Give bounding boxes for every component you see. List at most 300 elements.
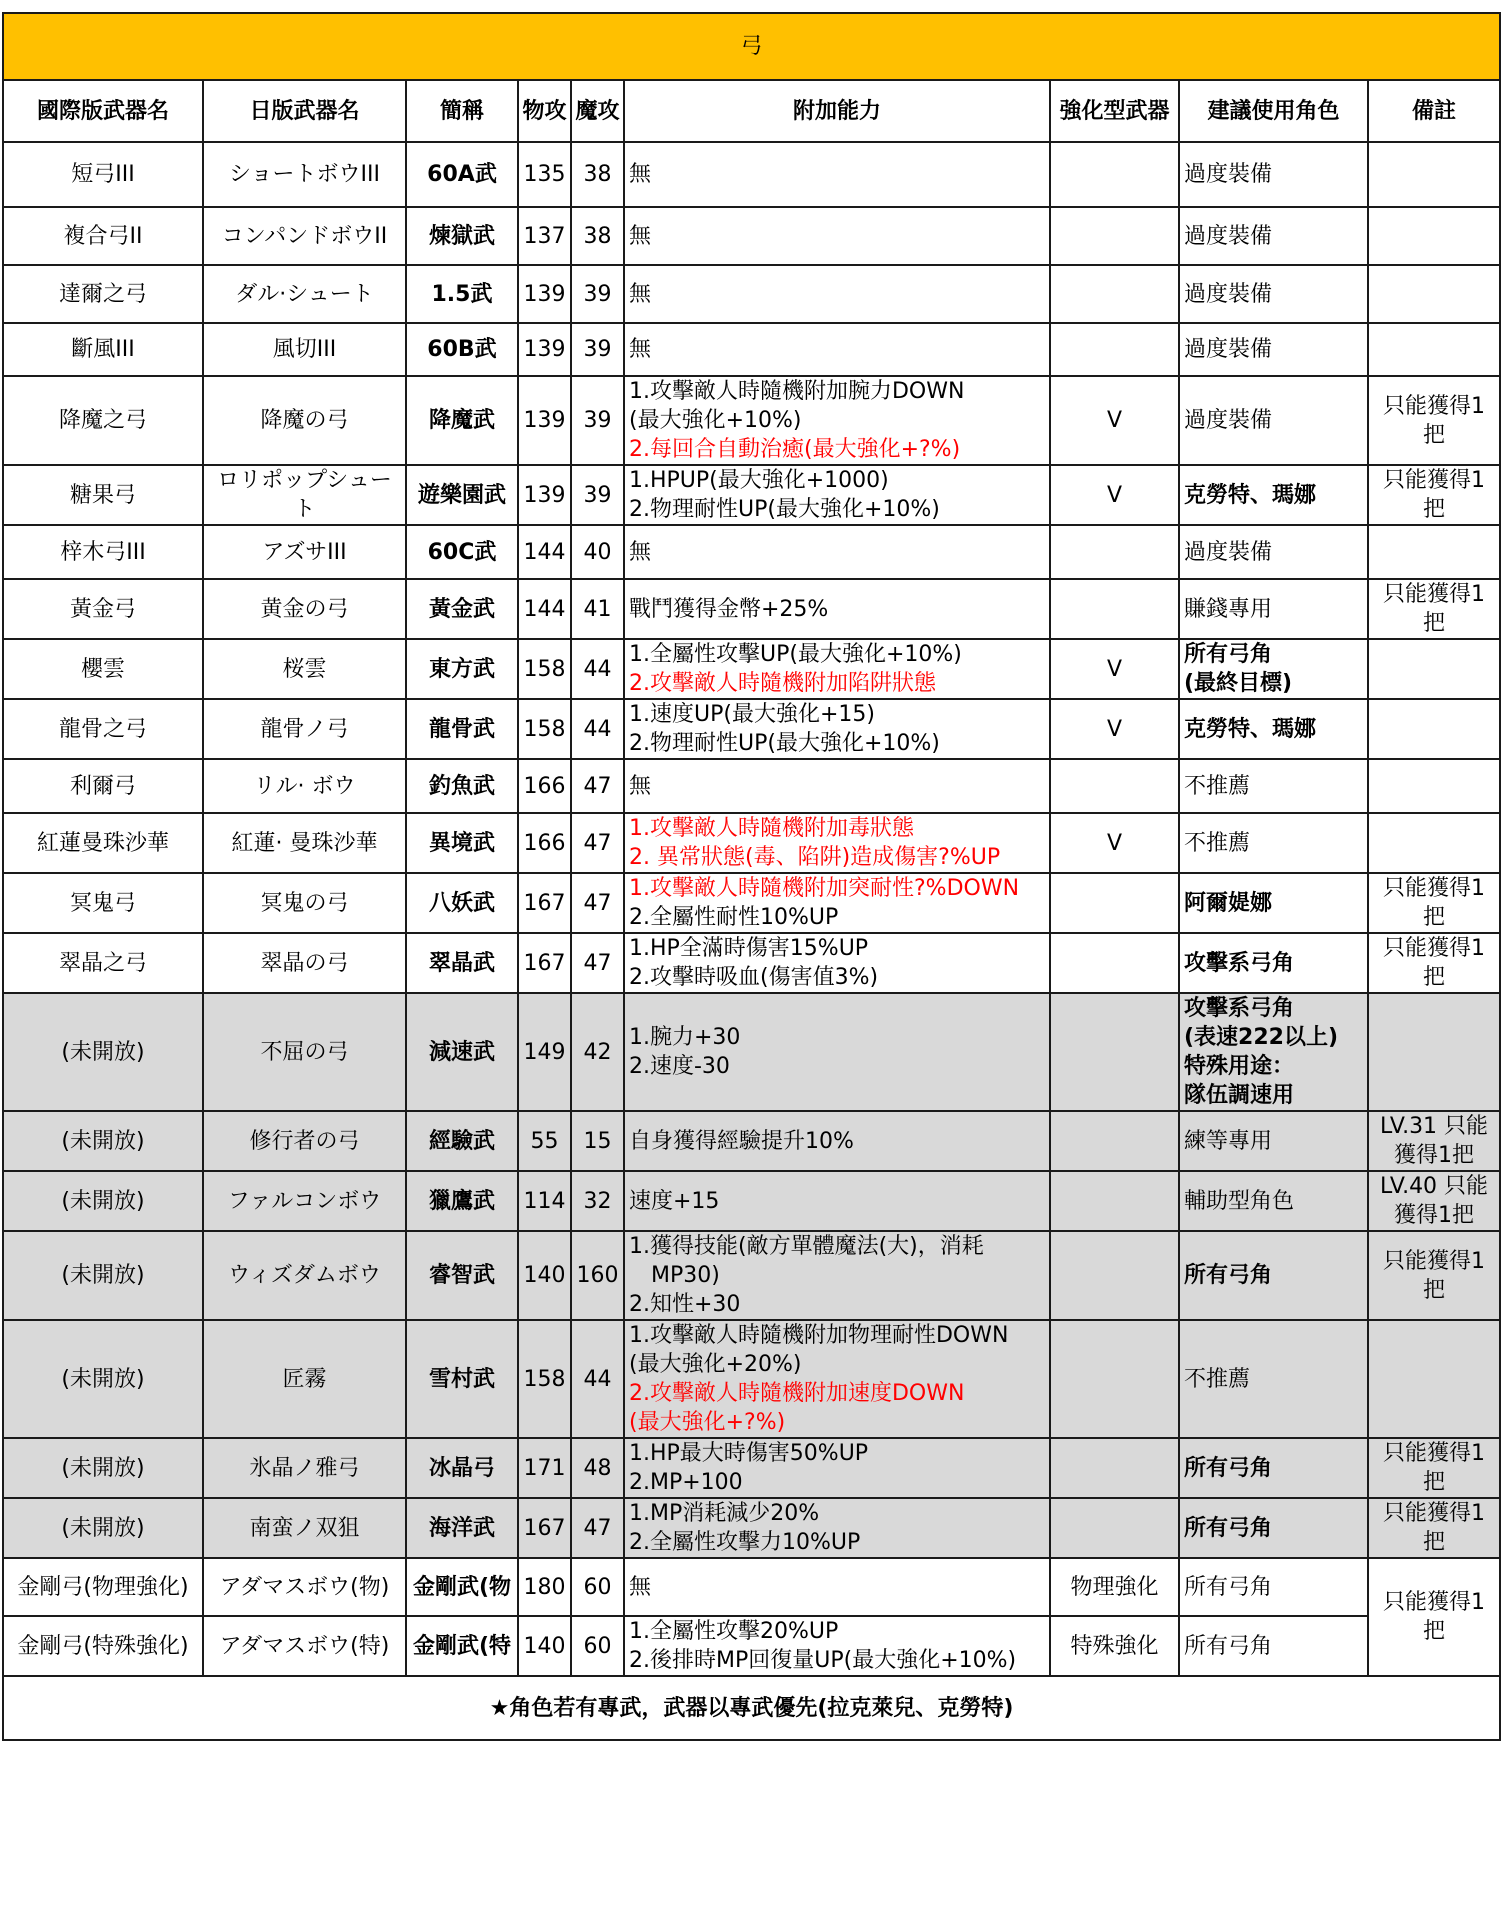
jp-name-cell: 翠晶の弓 — [203, 933, 406, 993]
note-cell: 只能獲得1把 — [1368, 465, 1500, 525]
ability-cell — [624, 579, 1050, 639]
ability-line: 自身獲得經驗提升10% — [629, 1128, 854, 1154]
role-cell — [1179, 376, 1368, 465]
short-name-cell: 60B武 — [406, 323, 518, 376]
ability-cell — [624, 376, 1050, 465]
role-cell — [1179, 525, 1368, 579]
table-row — [3, 207, 1500, 265]
intl-name-cell: (未開放) — [3, 1111, 203, 1171]
matk-cell: 48 — [571, 1438, 624, 1498]
intl-name-cell: 達爾之弓 — [3, 265, 203, 323]
note-cell — [1368, 207, 1500, 265]
ability-line: 2.全屬性耐性10%UP — [629, 905, 839, 930]
col-header-note: 備註 — [1368, 80, 1500, 142]
role-line: 過度裝備 — [1184, 337, 1273, 362]
enhance-cell — [1050, 579, 1179, 639]
ability-cell — [624, 639, 1050, 699]
table-body — [3, 142, 1500, 1676]
ability-cell — [624, 207, 1050, 265]
patk-cell: 144 — [518, 525, 571, 579]
role-line: 過度裝備 — [1184, 162, 1273, 187]
note-cell: LV.40 只能獲得1把 — [1368, 1171, 1500, 1231]
role-line: 練等專用 — [1184, 1128, 1273, 1154]
matk-cell: 32 — [571, 1171, 624, 1231]
ability-line: 速度+15 — [629, 1188, 720, 1214]
matk-cell: 39 — [571, 265, 624, 323]
table-row — [3, 323, 1500, 376]
ability-line: 2.物理耐性UP(最大強化+10%) — [629, 497, 940, 522]
col-header-role: 建議使用角色 — [1179, 80, 1368, 142]
patk-cell: 158 — [518, 1320, 571, 1438]
patk-cell: 137 — [518, 207, 571, 265]
note-cell — [1368, 993, 1500, 1111]
jp-name-cell: 氷晶ノ雅弓 — [203, 1438, 406, 1498]
note-cell: 只能獲得1把 — [1368, 1558, 1500, 1676]
role-line: 所有弓角 — [1184, 1574, 1273, 1600]
ability-line: 2.攻擊敵人時隨機附加速度DOWN — [629, 1381, 965, 1406]
ability-cell — [624, 1438, 1050, 1498]
jp-name-cell: 不屈の弓 — [203, 993, 406, 1111]
intl-name-cell: 短弓III — [3, 142, 203, 207]
note-cell — [1368, 323, 1500, 376]
ability-line: 1.腕力+30 — [629, 1025, 741, 1050]
ability-cell — [624, 1320, 1050, 1438]
table-row — [3, 1320, 1500, 1438]
ability-cell — [624, 1498, 1050, 1558]
matk-cell: 44 — [571, 699, 624, 759]
role-line: (最終目標) — [1184, 671, 1293, 696]
matk-cell: 47 — [571, 933, 624, 993]
role-cell — [1179, 1231, 1368, 1320]
enhance-cell: 特殊強化 — [1050, 1616, 1179, 1676]
jp-name-cell: ショートボウIII — [203, 142, 406, 207]
ability-line: 無 — [629, 773, 652, 799]
header-row — [3, 80, 1500, 142]
ability-line: 無 — [629, 1574, 652, 1600]
role-line: 隊伍調速用 — [1184, 1083, 1295, 1108]
jp-name-cell: 桜雲 — [203, 639, 406, 699]
ability-cell — [624, 813, 1050, 873]
note-cell — [1368, 639, 1500, 699]
role-cell — [1179, 1320, 1368, 1438]
jp-name-cell: ファルコンボウ — [203, 1171, 406, 1231]
intl-name-cell: (未開放) — [3, 1320, 203, 1438]
note-cell — [1368, 699, 1500, 759]
jp-name-cell: ダル·シュート — [203, 265, 406, 323]
note-cell: LV.31 只能獲得1把 — [1368, 1111, 1500, 1171]
intl-name-cell: 梓木弓III — [3, 525, 203, 579]
matk-cell: 44 — [571, 1320, 624, 1438]
table-row — [3, 1558, 1500, 1616]
short-name-cell: 釣魚武 — [406, 759, 518, 813]
ability-line: 2.全屬性攻擊力10%UP — [629, 1530, 861, 1555]
note-cell: 只能獲得1把 — [1368, 873, 1500, 933]
ability-line: 1.HPUP(最大強化+1000) — [629, 468, 889, 493]
enhance-cell: V — [1050, 376, 1179, 465]
enhance-cell — [1050, 873, 1179, 933]
ability-line: 無 — [629, 162, 652, 187]
ability-cell — [624, 1616, 1050, 1676]
table-row — [3, 265, 1500, 323]
short-name-cell: 睿智武 — [406, 1231, 518, 1320]
short-name-cell: 煉獄武 — [406, 207, 518, 265]
intl-name-cell: (未開放) — [3, 1438, 203, 1498]
jp-name-cell: 匠霧 — [203, 1320, 406, 1438]
role-cell — [1179, 323, 1368, 376]
ability-line: (最大強化+20%) — [629, 1352, 802, 1377]
ability-line: 1.攻擊敵人時隨機附加物理耐性DOWN — [629, 1323, 1009, 1348]
ability-line: 無 — [629, 539, 652, 565]
table-row — [3, 1231, 1500, 1320]
enhance-cell — [1050, 1320, 1179, 1438]
intl-name-cell: 翠晶之弓 — [3, 933, 203, 993]
role-cell — [1179, 465, 1368, 525]
col-header-matk: 魔攻 — [571, 80, 624, 142]
intl-name-cell: 降魔之弓 — [3, 376, 203, 465]
intl-name-cell: (未開放) — [3, 1498, 203, 1558]
table-row — [3, 873, 1500, 933]
matk-cell: 39 — [571, 376, 624, 465]
role-line: 所有弓角 — [1184, 1263, 1273, 1288]
jp-name-cell: 黄金の弓 — [203, 579, 406, 639]
short-name-cell: 60A武 — [406, 142, 518, 207]
patk-cell: 139 — [518, 265, 571, 323]
intl-name-cell: (未開放) — [3, 1231, 203, 1320]
ability-cell — [624, 933, 1050, 993]
role-line: 不推薦 — [1184, 1366, 1251, 1392]
col-header-intl-name: 國際版武器名 — [3, 80, 203, 142]
patk-cell: 135 — [518, 142, 571, 207]
intl-name-cell: 金剛弓(特殊強化) — [3, 1616, 203, 1676]
ability-line: 2.攻擊時吸血(傷害值3%) — [629, 965, 879, 990]
short-name-cell: 減速武 — [406, 993, 518, 1111]
short-name-cell: 龍骨武 — [406, 699, 518, 759]
role-line: 攻擊系弓角 — [1184, 950, 1295, 976]
short-name-cell: 冰晶弓 — [406, 1438, 518, 1498]
role-cell — [1179, 1558, 1368, 1616]
short-name-cell: 黃金武 — [406, 579, 518, 639]
ability-line: MP30) — [651, 1263, 720, 1288]
ability-line: 1.攻擊敵人時隨機附加毒狀態 — [629, 816, 914, 841]
patk-cell: 166 — [518, 759, 571, 813]
role-cell — [1179, 1616, 1368, 1676]
role-line: 所有弓角 — [1184, 1455, 1273, 1481]
patk-cell: 149 — [518, 993, 571, 1111]
role-cell — [1179, 699, 1368, 759]
role-cell — [1179, 579, 1368, 639]
role-cell — [1179, 207, 1368, 265]
enhance-cell — [1050, 525, 1179, 579]
matk-cell: 41 — [571, 579, 624, 639]
role-line: 克勞特、瑪娜 — [1184, 716, 1317, 742]
table-row — [3, 699, 1500, 759]
note-cell: 只能獲得1把 — [1368, 1231, 1500, 1320]
enhance-cell: V — [1050, 465, 1179, 525]
intl-name-cell: (未開放) — [3, 993, 203, 1111]
role-cell — [1179, 813, 1368, 873]
note-cell: 只能獲得1把 — [1368, 933, 1500, 993]
patk-cell: 114 — [518, 1171, 571, 1231]
matk-cell: 60 — [571, 1616, 624, 1676]
footer-row — [3, 1676, 1500, 1740]
intl-name-cell: 複合弓II — [3, 207, 203, 265]
ability-cell — [624, 1111, 1050, 1171]
short-name-cell: 八妖武 — [406, 873, 518, 933]
table-row — [3, 639, 1500, 699]
ability-cell — [624, 142, 1050, 207]
jp-name-cell: 龍骨ノ弓 — [203, 699, 406, 759]
short-name-cell: 異境武 — [406, 813, 518, 873]
intl-name-cell: 冥鬼弓 — [3, 873, 203, 933]
enhance-cell — [1050, 1111, 1179, 1171]
role-cell — [1179, 873, 1368, 933]
patk-cell: 166 — [518, 813, 571, 873]
matk-cell: 15 — [571, 1111, 624, 1171]
short-name-cell: 遊樂園武 — [406, 465, 518, 525]
jp-name-cell: ウィズダムボウ — [203, 1231, 406, 1320]
jp-name-cell: 降魔の弓 — [203, 376, 406, 465]
intl-name-cell: 金剛弓(物理強化) — [3, 1558, 203, 1616]
patk-cell: 167 — [518, 933, 571, 993]
role-line: 過度裝備 — [1184, 223, 1273, 249]
enhance-cell: V — [1050, 699, 1179, 759]
col-header-patk: 物攻 — [518, 80, 571, 142]
title-row — [3, 13, 1500, 80]
ability-cell — [624, 323, 1050, 376]
role-line: 過度裝備 — [1184, 281, 1273, 307]
role-line: 輔助型角色 — [1184, 1188, 1295, 1214]
enhance-cell — [1050, 1438, 1179, 1498]
role-line: 所有弓角 — [1184, 1515, 1273, 1541]
ability-line: (最大強化+10%) — [629, 408, 802, 433]
jp-name-cell: 紅蓮· 曼珠沙華 — [203, 813, 406, 873]
enhance-cell: 物理強化 — [1050, 1558, 1179, 1616]
patk-cell: 158 — [518, 699, 571, 759]
role-line: 過度裝備 — [1184, 539, 1273, 565]
table-row — [3, 933, 1500, 993]
note-cell — [1368, 1320, 1500, 1438]
table-row — [3, 1438, 1500, 1498]
enhance-cell — [1050, 933, 1179, 993]
ability-line: 1.攻擊敵人時隨機附加腕力DOWN — [629, 379, 965, 404]
jp-name-cell: アズサIII — [203, 525, 406, 579]
intl-name-cell: 櫻雲 — [3, 639, 203, 699]
ability-cell — [624, 265, 1050, 323]
table-row — [3, 1616, 1500, 1676]
ability-cell — [624, 699, 1050, 759]
patk-cell: 158 — [518, 639, 571, 699]
note-cell — [1368, 265, 1500, 323]
ability-line: 1.攻擊敵人時隨機附加突耐性?%DOWN — [629, 876, 1020, 901]
role-cell — [1179, 1171, 1368, 1231]
role-line: 不推薦 — [1184, 830, 1251, 856]
role-line: 所有弓角 — [1184, 1633, 1273, 1659]
note-cell — [1368, 525, 1500, 579]
jp-name-cell: 冥鬼の弓 — [203, 873, 406, 933]
intl-name-cell: 斷風III — [3, 323, 203, 376]
intl-name-cell: (未開放) — [3, 1171, 203, 1231]
enhance-cell — [1050, 1498, 1179, 1558]
ability-line: 1.MP消耗減少20% — [629, 1501, 820, 1526]
matk-cell: 60 — [571, 1558, 624, 1616]
ability-line: 2.MP+100 — [629, 1470, 743, 1495]
note-cell: 只能獲得1把 — [1368, 579, 1500, 639]
matk-cell: 38 — [571, 142, 624, 207]
matk-cell: 39 — [571, 465, 624, 525]
short-name-cell: 經驗武 — [406, 1111, 518, 1171]
sheet-title: 弓 — [3, 13, 1500, 80]
short-name-cell: 金剛武(特 — [406, 1616, 518, 1676]
patk-cell: 139 — [518, 323, 571, 376]
ability-line: 2.速度-30 — [629, 1054, 730, 1079]
note-cell: 只能獲得1把 — [1368, 1498, 1500, 1558]
ability-line: 1.獲得技能(敵方單體魔法(大)，消耗 — [629, 1234, 984, 1259]
role-line: (表速222以上) — [1184, 1025, 1339, 1050]
ability-cell — [624, 525, 1050, 579]
short-name-cell: 海洋武 — [406, 1498, 518, 1558]
jp-name-cell: アダマスボウ(物) — [203, 1558, 406, 1616]
ability-line: 2.攻擊敵人時隨機附加陷阱狀態 — [629, 671, 936, 696]
short-name-cell: 60C武 — [406, 525, 518, 579]
role-cell — [1179, 639, 1368, 699]
enhance-cell — [1050, 759, 1179, 813]
note-cell — [1368, 759, 1500, 813]
jp-name-cell: 修行者の弓 — [203, 1111, 406, 1171]
role-cell — [1179, 142, 1368, 207]
ability-line: 無 — [629, 223, 652, 249]
matk-cell: 47 — [571, 759, 624, 813]
patk-cell: 144 — [518, 579, 571, 639]
intl-name-cell: 利爾弓 — [3, 759, 203, 813]
table-row — [3, 1111, 1500, 1171]
matk-cell: 47 — [571, 1498, 624, 1558]
intl-name-cell: 龍骨之弓 — [3, 699, 203, 759]
role-line: 克勞特、瑪娜 — [1184, 482, 1317, 508]
table-row — [3, 579, 1500, 639]
ability-line: 無 — [629, 337, 652, 362]
matk-cell: 40 — [571, 525, 624, 579]
enhance-cell: V — [1050, 813, 1179, 873]
note-cell — [1368, 142, 1500, 207]
enhance-cell: V — [1050, 639, 1179, 699]
ability-line: 戰鬥獲得金幣+25% — [629, 596, 829, 622]
short-name-cell: 東方武 — [406, 639, 518, 699]
ability-line: 1.全屬性攻擊UP(最大強化+10%) — [629, 642, 962, 667]
intl-name-cell: 黃金弓 — [3, 579, 203, 639]
patk-cell: 171 — [518, 1438, 571, 1498]
jp-name-cell: 南蛮ノ双狙 — [203, 1498, 406, 1558]
col-header-jp-name: 日版武器名 — [203, 80, 406, 142]
ability-cell — [624, 465, 1050, 525]
table-row — [3, 142, 1500, 207]
ability-line: 1.HP最大時傷害50%UP — [629, 1441, 869, 1466]
col-header-short: 簡稱 — [406, 80, 518, 142]
role-cell — [1179, 759, 1368, 813]
table-row — [3, 813, 1500, 873]
enhance-cell — [1050, 993, 1179, 1111]
table-row — [3, 1171, 1500, 1231]
short-name-cell: 金剛武(物 — [406, 1558, 518, 1616]
role-line: 特殊用途： — [1184, 1054, 1295, 1079]
ability-cell — [624, 873, 1050, 933]
patk-cell: 139 — [518, 376, 571, 465]
jp-name-cell: アダマスボウ(特) — [203, 1616, 406, 1676]
col-header-ability: 附加能力 — [624, 80, 1050, 142]
enhance-cell — [1050, 142, 1179, 207]
table-row — [3, 759, 1500, 813]
table-row — [3, 993, 1500, 1111]
table-row — [3, 465, 1500, 525]
patk-cell: 139 — [518, 465, 571, 525]
role-line: 過度裝備 — [1184, 408, 1273, 433]
ability-line: 1.速度UP(最大強化+15) — [629, 702, 875, 727]
role-cell — [1179, 1111, 1368, 1171]
table-row — [3, 376, 1500, 465]
ability-line: 無 — [629, 281, 652, 307]
ability-line: 2.後排時MP回復量UP(最大強化+10%) — [629, 1648, 1017, 1673]
ability-line: 2.知性+30 — [629, 1292, 741, 1317]
patk-cell: 140 — [518, 1231, 571, 1320]
ability-cell — [624, 1231, 1050, 1320]
table-row — [3, 525, 1500, 579]
col-header-enhance: 強化型武器 — [1050, 80, 1179, 142]
matk-cell: 47 — [571, 873, 624, 933]
intl-name-cell: 糖果弓 — [3, 465, 203, 525]
jp-name-cell: ロリポップシュート — [203, 465, 406, 525]
bow-weapon-table — [2, 12, 1501, 1741]
enhance-cell — [1050, 265, 1179, 323]
role-cell — [1179, 265, 1368, 323]
short-name-cell: 1.5武 — [406, 265, 518, 323]
matk-cell: 160 — [571, 1231, 624, 1320]
intl-name-cell: 紅蓮曼珠沙華 — [3, 813, 203, 873]
ability-cell — [624, 759, 1050, 813]
enhance-cell — [1050, 323, 1179, 376]
jp-name-cell: リル· ボウ — [203, 759, 406, 813]
patk-cell: 55 — [518, 1111, 571, 1171]
patk-cell: 167 — [518, 1498, 571, 1558]
role-line: 所有弓角 — [1184, 642, 1273, 667]
role-cell — [1179, 933, 1368, 993]
ability-cell — [624, 1171, 1050, 1231]
note-cell: 只能獲得1把 — [1368, 1438, 1500, 1498]
patk-cell: 167 — [518, 873, 571, 933]
matk-cell: 44 — [571, 639, 624, 699]
role-cell — [1179, 993, 1368, 1111]
ability-line: 2. 異常狀態(毒、陷阱)造成傷害?%UP — [629, 845, 1001, 870]
patk-cell: 180 — [518, 1558, 571, 1616]
role-line: 不推薦 — [1184, 773, 1251, 799]
ability-line: 1.HP全滿時傷害15%UP — [629, 936, 869, 961]
matk-cell: 39 — [571, 323, 624, 376]
role-line: 阿爾媞娜 — [1184, 890, 1273, 916]
role-cell — [1179, 1498, 1368, 1558]
enhance-cell — [1050, 1231, 1179, 1320]
enhance-cell — [1050, 1171, 1179, 1231]
jp-name-cell: コンパンドボウII — [203, 207, 406, 265]
ability-line: 1.全屬性攻擊20%UP — [629, 1619, 839, 1644]
ability-cell — [624, 1558, 1050, 1616]
table-row — [3, 1498, 1500, 1558]
short-name-cell: 翠晶武 — [406, 933, 518, 993]
ability-line: 2.每回合自動治癒(最大強化+?%) — [629, 437, 961, 462]
short-name-cell: 獵鷹武 — [406, 1171, 518, 1231]
note-cell — [1368, 813, 1500, 873]
short-name-cell: 降魔武 — [406, 376, 518, 465]
short-name-cell: 雪村武 — [406, 1320, 518, 1438]
role-cell — [1179, 1438, 1368, 1498]
role-line: 攻擊系弓角 — [1184, 996, 1295, 1021]
